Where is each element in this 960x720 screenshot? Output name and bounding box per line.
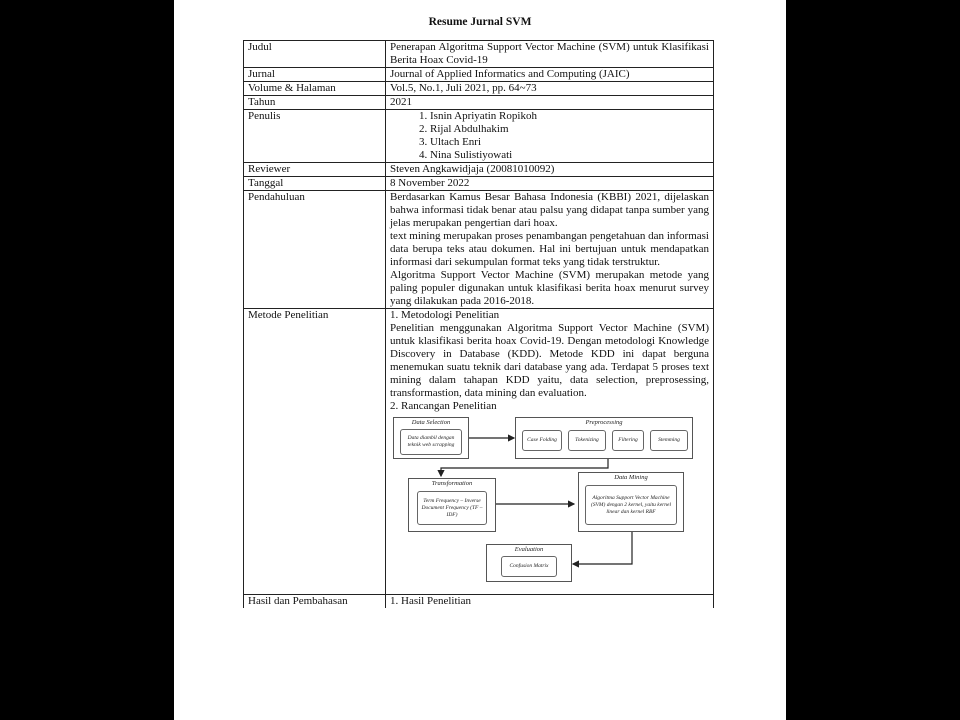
tahun-value: 2021 xyxy=(386,96,714,110)
row-reviewer xyxy=(244,163,714,177)
step-filtering: Filtering xyxy=(612,430,644,451)
row-volume xyxy=(244,82,714,96)
pendahuluan-paragraph: Berdasarkan Kamus Besar Bahasa Indonesia (KBBI) 2021, dijelaskan bahwa informasi tidak benar atau palsu yang didapat tanpa sumber yang jelas merupakan pengertian dari hoax. xyxy=(390,191,709,229)
judul-label: Judul xyxy=(244,41,386,68)
judul-value: Penerapan Algoritma Support Vector Machine (SVM) untuk Klasifikasi Berita Hoax Covid-19 xyxy=(386,41,714,68)
hasil-value: 1. Hasil Penelitian xyxy=(386,595,714,609)
metode-paragraph: Penelitian menggunakan Algoritma Support Vector Machine (SVM) untuk klasifikasi berita hoax Covid-19. Dengan metodologi Knowledge Discovery in Database (KDD). Metode KDD ini dapat berguna menemukan suatu teknik dari database yang ada. Terdapat 5 proses text mining dalam tahapan KDD yaitu, data selection, preprosessing, transformastion, data mining dan evaluation. xyxy=(390,322,709,399)
author-list xyxy=(390,110,709,162)
step-tokenizing: Tokenizing xyxy=(568,430,606,451)
penulis-value xyxy=(386,110,714,163)
step-stemming: Stemming xyxy=(650,430,688,451)
reviewer-value: Steven Angkawidjaja (20081010092) xyxy=(386,163,714,177)
evaluation-title: Evaluation xyxy=(514,546,544,553)
row-metode xyxy=(244,309,714,595)
transformation-content: Term Frequency – Inverse Document Frequency (TF – IDF) xyxy=(417,491,487,525)
jurnal-value: Journal of Applied Informatics and Computing (JAIC) xyxy=(386,68,714,82)
pendahuluan-paragraph: text mining merupakan proses penambangan pengetahuan dan informasi data berupa teks atau dokumen. Hal ini bertujuan untuk mendapatkan informasi dari sekumpulan format teks yang tidak terstruktur. xyxy=(390,230,709,268)
row-hasil xyxy=(244,595,714,609)
evaluation-content: Confusion Matrix xyxy=(501,556,557,577)
author-item: 1. Isnin Apriyatin Ropikoh xyxy=(430,110,709,123)
transformation-title: Transformation xyxy=(431,480,473,487)
step-case-folding: Case Folding xyxy=(522,430,562,451)
tanggal-label: Tanggal xyxy=(244,177,386,191)
metode-heading-1: 1. Metodologi Penelitian xyxy=(390,309,500,321)
tanggal-value: 8 November 2022 xyxy=(386,177,714,191)
metode-label: Metode Penelitian xyxy=(244,309,386,595)
row-pendahuluan xyxy=(244,191,714,309)
row-tahun xyxy=(244,96,714,110)
data-mining-content: Algoritma Support Vector Machine (SVM) dengan 2 kernel, yaitu kernel linear dan kernel RBF xyxy=(585,485,677,525)
tahun-label: Tahun xyxy=(244,96,386,110)
data-selection-box xyxy=(393,417,469,459)
jurnal-label: Jurnal xyxy=(244,68,386,82)
data-selection-title: Data Selection xyxy=(411,419,451,426)
transformation-box xyxy=(408,478,496,532)
row-penulis xyxy=(244,110,714,163)
data-mining-title: Data Mining xyxy=(614,474,648,481)
metode-heading-2: 2. Rancangan Penelitian xyxy=(390,400,497,412)
reviewer-label: Reviewer xyxy=(244,163,386,177)
preprocessing-box xyxy=(515,417,693,459)
evaluation-box xyxy=(486,544,572,582)
penulis-label: Penulis xyxy=(244,110,386,163)
author-item: 2. Rijal Abdulhakim xyxy=(430,123,709,136)
row-judul xyxy=(244,41,714,68)
hasil-label: Hasil dan Pembahasan xyxy=(244,595,386,609)
resume-table xyxy=(243,40,714,608)
pendahuluan-value xyxy=(386,191,714,309)
row-tanggal xyxy=(244,177,714,191)
author-item: 4. Nina Sulistiyowati xyxy=(430,149,709,162)
arrow-datamining-to-evaluation xyxy=(573,531,632,564)
volume-value: Vol.5, No.1, Juli 2021, pp. 64~73 xyxy=(386,82,714,96)
row-jurnal xyxy=(244,68,714,82)
volume-label: Volume & Halaman xyxy=(244,82,386,96)
data-selection-content: Data diambil dengan teknik web scrapping xyxy=(400,429,462,455)
kdd-diagram xyxy=(390,416,720,594)
document-title: Resume Jurnal SVM xyxy=(428,16,532,28)
metode-value xyxy=(386,309,714,595)
pendahuluan-label: Pendahuluan xyxy=(244,191,386,309)
author-item: 3. Ultach Enri xyxy=(430,136,709,149)
data-mining-box xyxy=(578,472,684,532)
document-page xyxy=(174,0,786,720)
preprocessing-title: Preprocessing xyxy=(585,419,623,426)
pendahuluan-paragraph: Algoritma Support Vector Machine (SVM) merupakan metode yang paling populer digunakan untuk klasifikasi berita hoax menurut survey yang dilakukan pada 2016-2018. xyxy=(390,269,709,307)
